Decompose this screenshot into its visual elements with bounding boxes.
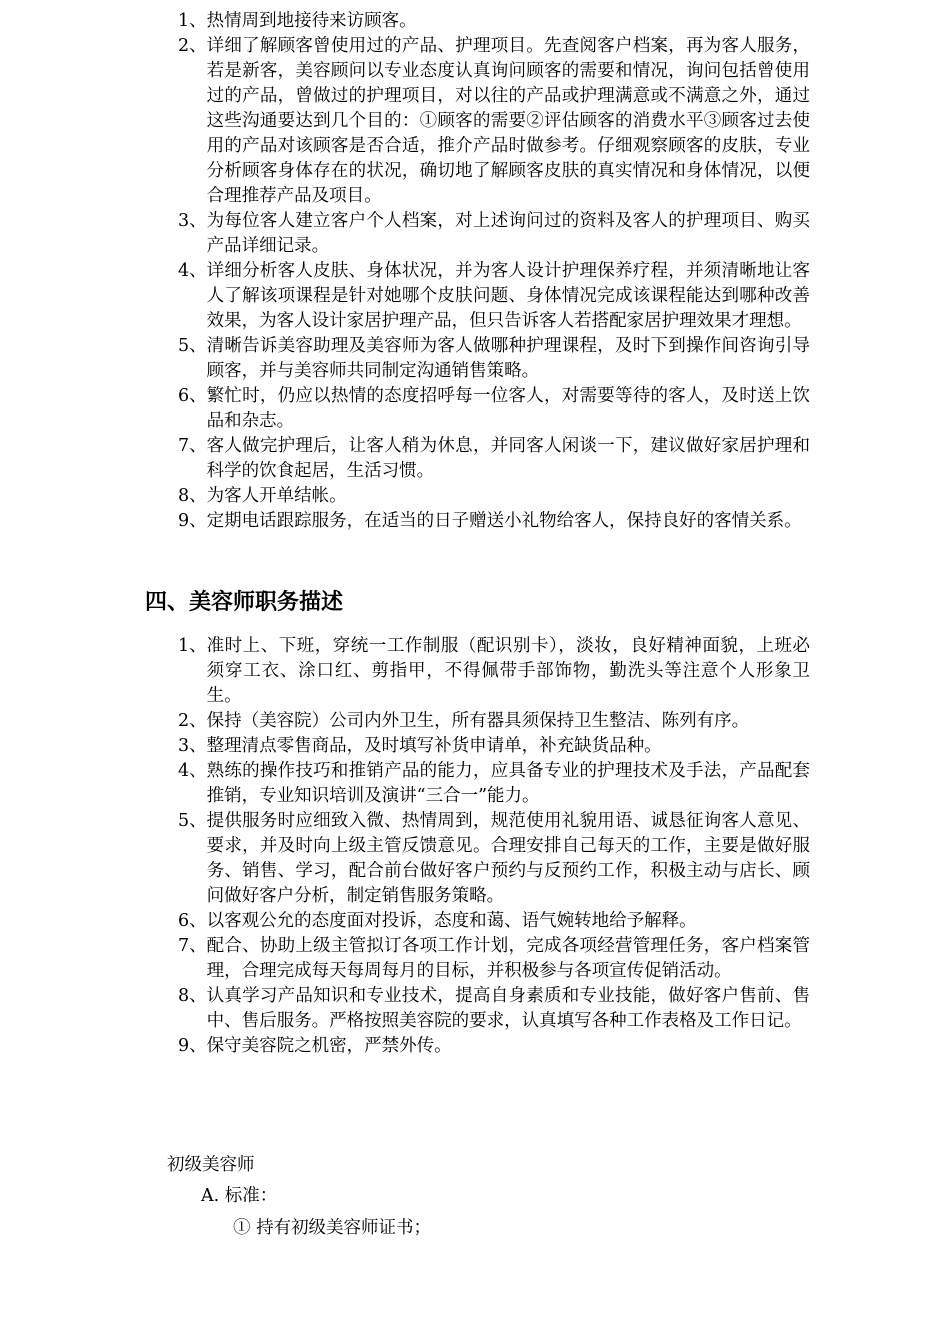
item-number: 7、 [178,936,207,956]
item-text: 配合、协助上级主管拟订各项工作计划，完成各项经营管理任务，客户档案管理，合理完成每天每周每月的目标，并积极参与各项宣传促销活动。 [206,936,810,981]
item-text: 清晰告诉美容助理及美容师为客人做哪种护理课程，及时下到操作间咨询引导顾客，并与美容师共同制定沟通销售策略。 [206,336,810,381]
item-number: 5、 [178,336,207,356]
item-number: 3、 [178,211,207,231]
list-item [178,809,810,909]
standard-item: ① 持有初级美容师证书； [233,1218,432,1238]
item-text: 为客人开单结帐。 [206,486,347,506]
list-item [178,759,810,809]
item-text: 繁忙时，仍应以热情的态度招呼每一位客人，对需要等待的客人，及时送上饮品和杂志。 [206,386,810,431]
list-item [178,934,810,984]
item-number: 4、 [178,761,207,781]
item-text: 保持（美容院）公司内外卫生，所有器具须保持卫生整洁、陈列有序。 [206,711,750,731]
list-item [178,484,810,509]
item-number: 1、 [178,11,207,31]
list-item [178,209,810,259]
junior-beautician-title: 初级美容师 [167,1155,255,1175]
item-text: 以客观公允的态度面对投诉，态度和蔼、语气婉转地给予解释。 [206,911,697,931]
item-text: 认真学习产品知识和专业技术，提高自身素质和专业技能，做好客户售前、售中、售后服务。严格按照美容院的要求，认真填写各种工作表格及工作日记。 [206,986,810,1031]
item-text: 客人做完护理后，让客人稍为休息，并同客人闲谈一下，建议做好家居护理和科学的饮食起居，生活习惯。 [206,436,810,481]
list-item [178,1034,810,1059]
item-text: 熟练的操作技巧和推销产品的能力，应具备专业的护理技术及手法，产品配套推销，专业知识培训及演讲“三合一”能力。 [206,761,810,806]
item-text: 定期电话跟踪服务，在适当的日子赠送小礼物给客人，保持良好的客情关系。 [206,511,802,531]
item-text: 热情周到地接待来访顾客。 [206,11,417,31]
item-text: 准时上、下班，穿统一工作制服（配识别卡），淡妆，良好精神面貌，上班必须穿工衣、涂口红、剪指甲，不得佩带手部饰物，勤洗头等注意个人形象卫生。 [206,636,810,706]
item-number: 3、 [178,736,207,756]
list-item [178,984,810,1034]
list-item [178,9,810,34]
section-heading: 四、美容师职务描述 [145,590,344,615]
item-text: 提供服务时应细致入微、热情周到，规范使用礼貌用语、诚恳征询客人意见、要求，并及时向上级主管反馈意见。合理安排自己每天的工作，主要是做好服务、销售、学习，配合前台做好客户预约与反预约工作，积极主动与店长、顾问做好客户分析，制定销售服务策略。 [206,811,810,906]
list-item [178,709,810,734]
item-text: 详细分析客人皮肤、身体状况，并为客人设计护理保养疗程，并须清晰地让客人了解该项课程是针对她哪个皮肤问题、身体情况完成该课程能达到哪种改善效果，为客人设计家居护理产品，但只告诉客人若搭配家居护理效果才理想。 [206,261,810,331]
item-number: 6、 [178,911,207,931]
list-item [178,384,810,434]
list-item [178,509,810,534]
item-text: 为每位客人建立客户个人档案，对上述询问过的资料及客人的护理项目、购买产品详细记录。 [206,211,810,256]
item-number: 7、 [178,436,207,456]
item-number: 6、 [178,386,207,406]
list-item [178,434,810,484]
item-number: 5、 [178,811,207,831]
item-text: 整理清点零售商品，及时填写补货申请单，补充缺货品种。 [206,736,662,756]
item-number: 8、 [178,986,207,1006]
item-number: 9、 [178,511,207,531]
duty-list-prev [178,9,810,534]
standard-label: A. 标准： [201,1186,278,1206]
item-number: 2、 [178,36,207,56]
item-number: 9、 [178,1036,207,1056]
item-number: 4、 [178,261,207,281]
list-item [178,634,810,709]
item-number: 2、 [178,711,207,731]
item-number: 1、 [178,636,207,656]
list-item [178,34,810,209]
list-item [178,259,810,334]
list-item [178,734,810,759]
item-text: 详细了解顾客曾使用过的产品、护理项目。先查阅客户档案，再为客人服务，若是新客，美容顾问以专业态度认真询问顾客的需要和情况，询问包括曾使用过的产品，曾做过的护理项目，对以往的产品或护理满意或不满意之外，通过这些沟通要达到几个目的：①顾客的需要②评估顾客的消费水平③顾客过去使用的产品对该顾客是否合适，推介产品时做参考。仔细观察顾客的皮肤，专业分析顾客身体存在的状况，确切地了解顾客皮肤的真实情况和身体情况，以便合理推荐产品及项目。 [206,36,810,206]
duty-list-beautician [178,634,810,1059]
list-item [178,909,810,934]
list-item [178,334,810,384]
item-number: 8、 [178,486,207,506]
item-text: 保守美容院之机密，严禁外传。 [206,1036,452,1056]
